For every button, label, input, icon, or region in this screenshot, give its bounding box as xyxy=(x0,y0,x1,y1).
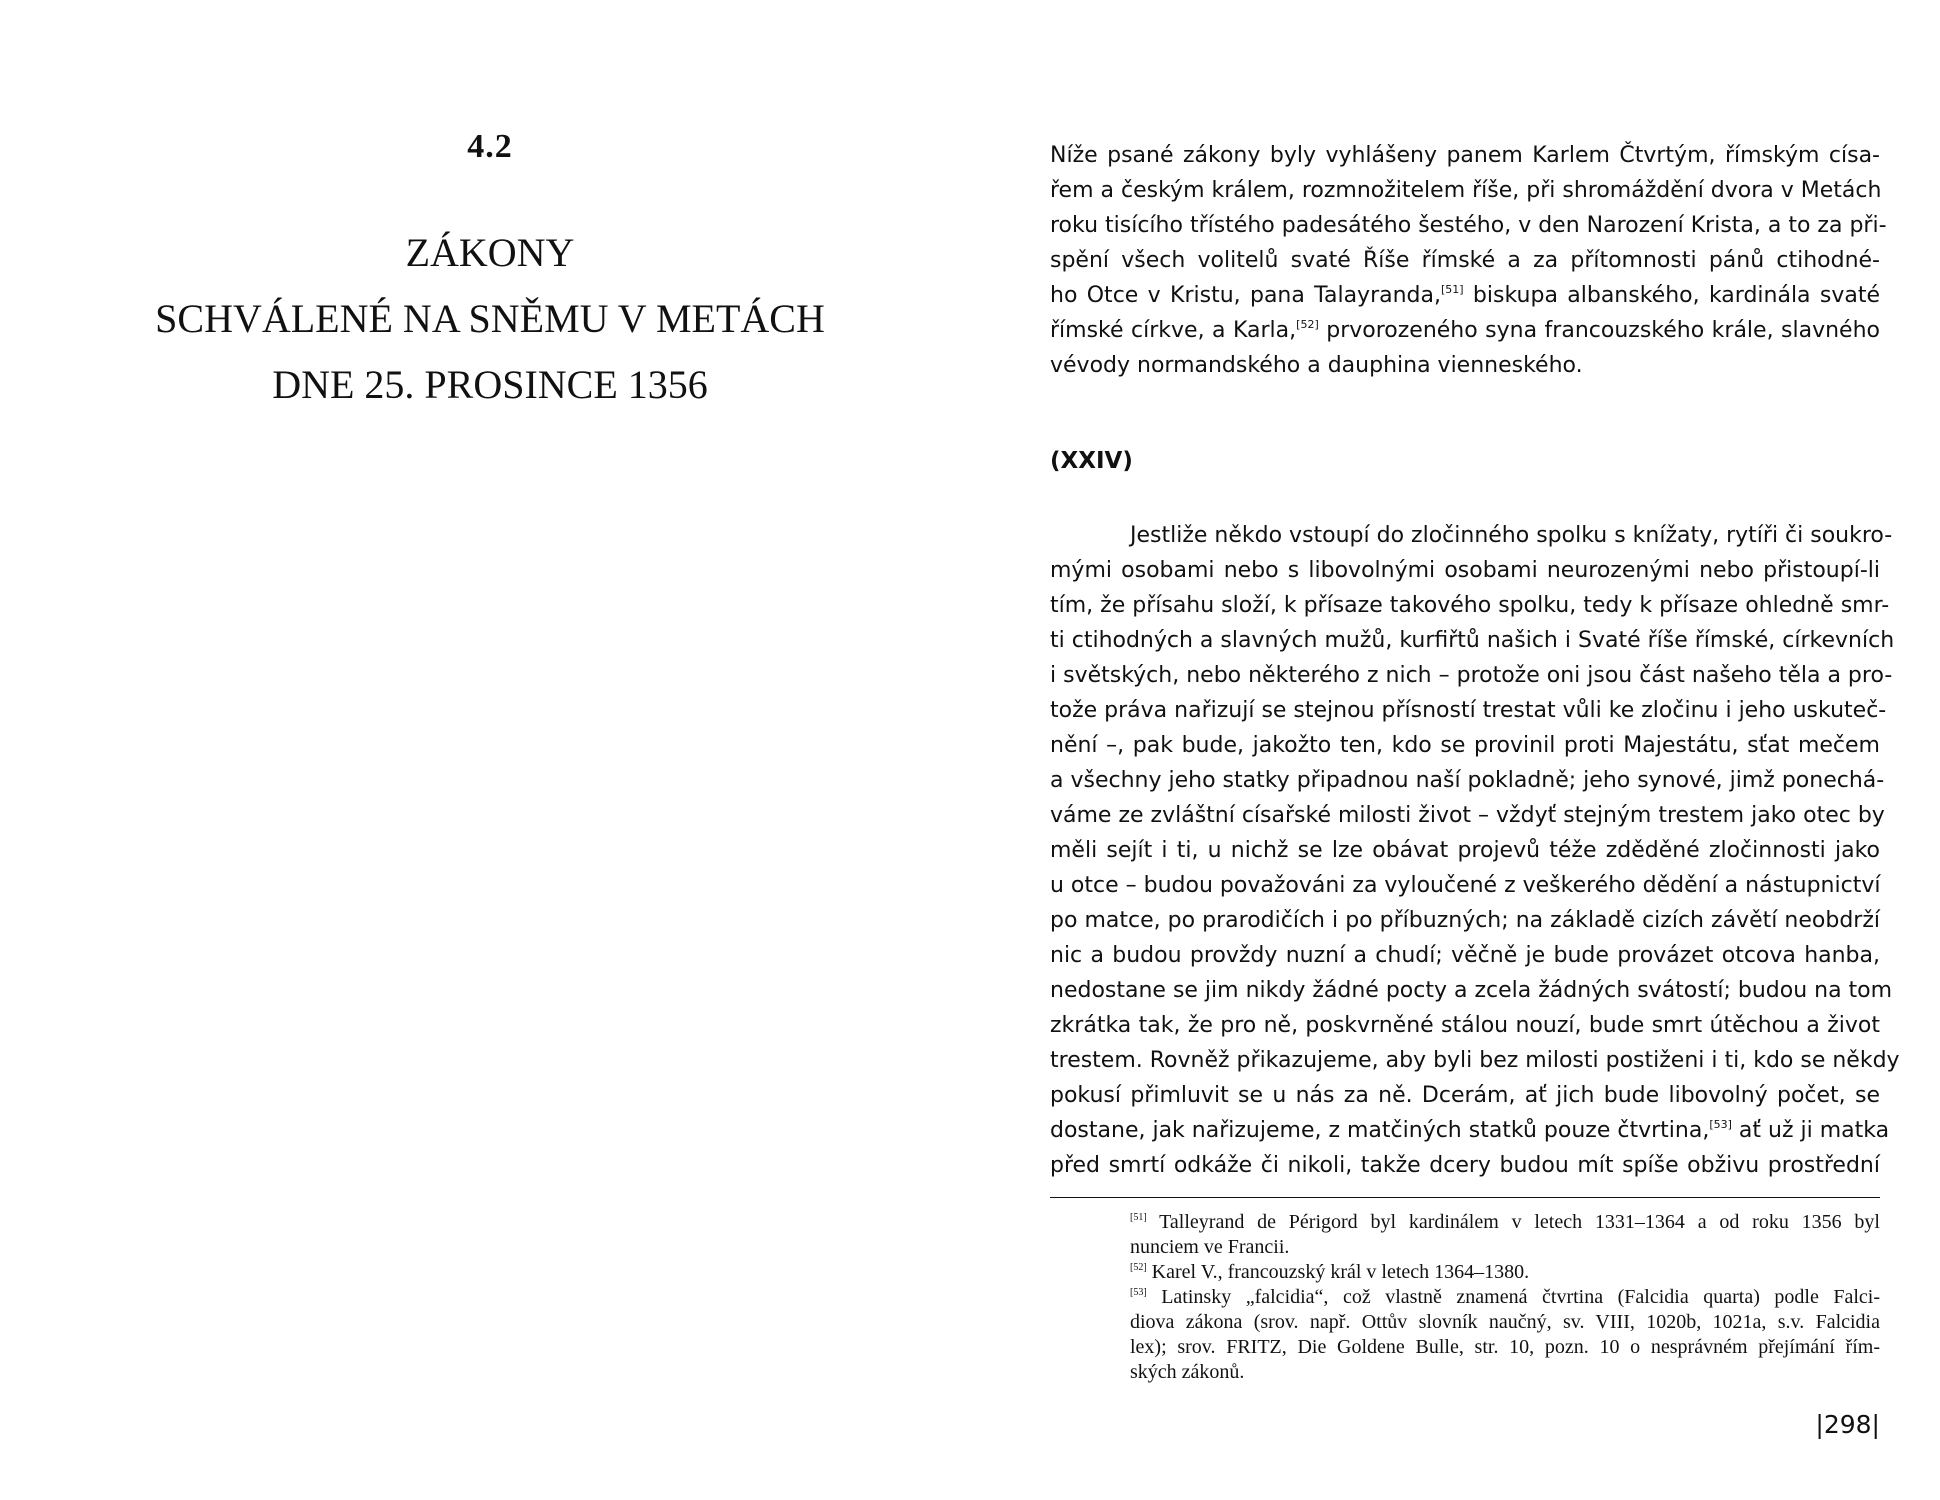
text-line: řem a českým králem, rozmnožitelem říše, při shromáždění dvora v Metách xyxy=(1050,178,1882,203)
section-heading: (XXIV) xyxy=(1050,448,1133,474)
text-line: nic a budou provždy nuzní a chudí; věčně je bude provázet otcova hanba, xyxy=(1050,943,1880,968)
chapter-title-line: ZÁKONY xyxy=(405,230,575,275)
text-line: Jestliže někdo vstoupí do zločinného spolku s knížaty, rytíři či soukro- xyxy=(1130,523,1893,548)
footnote-reference[interactable]: [53] xyxy=(1709,1118,1732,1131)
text-line: zkrátka tak, že pro ně, poskvrněné stálou nouzí, bude smrt útěchou a život xyxy=(1050,1013,1880,1038)
footnote-line: nunciem ve Francii. xyxy=(1130,1236,1290,1258)
text-line: po matce, po prarodičích i po příbuzných; na základě cizích závětí neobdrží xyxy=(1050,908,1880,933)
chapter-title xyxy=(0,220,980,418)
text-line: měli sejít i ti, u nichž se lze obávat projevů téže zděděné zločinnosti jako xyxy=(1050,838,1880,863)
text-line: před smrtí odkáže či nikoli, takže dcery budou mít spíše obživu prostřední xyxy=(1050,1153,1880,1178)
text-line: Níže psané zákony byly vyhlášeny panem Karlem Čtvrtým, římským císa- xyxy=(1050,143,1880,168)
footnote-line: [53] Latinsky „falcidia“, což vlastně znamená čtvrtina (Falcidia quarta) podle Falci- xyxy=(1130,1286,1880,1308)
text-line: vévody normandského a dauphina vienneského. xyxy=(1050,353,1583,378)
text-line: ti ctihodných a slavných mužů, kurfiřtů našich i Svaté říše římské, církevních xyxy=(1050,628,1895,653)
text-line: dostane, jak nařizujeme, z matčiných statků pouze čtvrtina,[53] ať už ji matka xyxy=(1050,1118,1890,1143)
text-line: váme ze zvláštní císařské milosti život – vždyť stejným trestem jako otec by xyxy=(1050,803,1885,828)
chapter-title-line: SCHVÁLENÉ NA SNĚMU V METÁCH xyxy=(155,296,825,341)
chapter-title-line: DNE 25. PROSINCE 1356 xyxy=(272,362,708,407)
text-line: u otce – budou považováni za vyloučené z veškerého dědění a nástupnictví xyxy=(1050,873,1881,898)
footnotes xyxy=(1130,1210,1880,1385)
text-line: nedostane se jim nikdy žádné pocty a zcela žádných svátostí; budou na tom xyxy=(1050,978,1893,1003)
text-line: a všechny jeho statky připadnou naší pokladně; jeho synové, jimž ponechá- xyxy=(1050,768,1885,793)
text-line: spění všech volitelů svaté Říše římské a za přítomnosti pánů ctihodné- xyxy=(1050,248,1880,273)
text-line: pokusí přimluvit se u nás za ně. Dcerám, ať jich bude libovolný počet, se xyxy=(1050,1083,1880,1108)
footnote-line: [52] Karel V., francouzský král v letech 1364–1380. xyxy=(1130,1261,1530,1283)
footnote-mark: [52] xyxy=(1130,1262,1147,1273)
chapter-number: 4.2 xyxy=(467,128,513,165)
footnote-divider xyxy=(1050,1197,1880,1198)
footnote-line: diova zákona (srov. např. Ottův slovník naučný, sv. VIII, 1020b, 1021a, s.v. Falcidia xyxy=(1130,1311,1880,1333)
text-line: tože práva nařizují se stejnou přísností trestat vůli ke zločinu i jeho uskuteč- xyxy=(1050,698,1887,723)
footnote-line: [51] Talleyrand de Périgord byl kardinálem v letech 1331–1364 a od roku 1356 byl xyxy=(1130,1211,1880,1233)
footnote-reference[interactable]: [51] xyxy=(1441,283,1464,296)
text-line: ho Otce v Kristu, pana Talayranda,[51] biskupa albanského, kardinála svaté xyxy=(1050,283,1881,308)
footnote-mark: [51] xyxy=(1130,1212,1147,1223)
intro-paragraph xyxy=(1050,138,1887,383)
text-line: mými osobami nebo s libovolnými osobami neurozenými nebo přistoupí-li xyxy=(1050,558,1880,583)
text-line: římské církve, a Karla,[52] prvorozeného syna francouzského krále, slavného xyxy=(1050,318,1880,343)
right-page xyxy=(1050,0,1900,1500)
footnote-line: ských zákonů. xyxy=(1130,1361,1245,1383)
footnote-line: lex); srov. FRITZ, Die Goldene Bulle, str. 10, pozn. 10 o nesprávném přejímání řím- xyxy=(1130,1336,1880,1358)
footnote-mark: [53] xyxy=(1130,1287,1147,1298)
text-line: trestem. Rovněž přikazujeme, aby byli bez milosti postiženi i ti, kdo se někdy xyxy=(1050,1048,1900,1073)
text-line: nění –, pak bude, jakožto ten, kdo se provinil proti Majestátu, sťat mečem xyxy=(1050,733,1880,758)
text-line: tím, že přísahu složí, k přísaze takového spolku, tedy k přísaze ohledně smr- xyxy=(1050,593,1890,618)
text-line: roku tisícího třístého padesátého šestého, v den Narození Krista, a to za při- xyxy=(1050,213,1887,238)
article-paragraph xyxy=(1050,518,1900,1183)
text-line: i světských, nebo některého z nich – protože oni jsou část našeho těla a pro- xyxy=(1050,663,1893,688)
footnote-reference[interactable]: [52] xyxy=(1296,318,1319,331)
page-number: |298| xyxy=(1815,1410,1880,1439)
